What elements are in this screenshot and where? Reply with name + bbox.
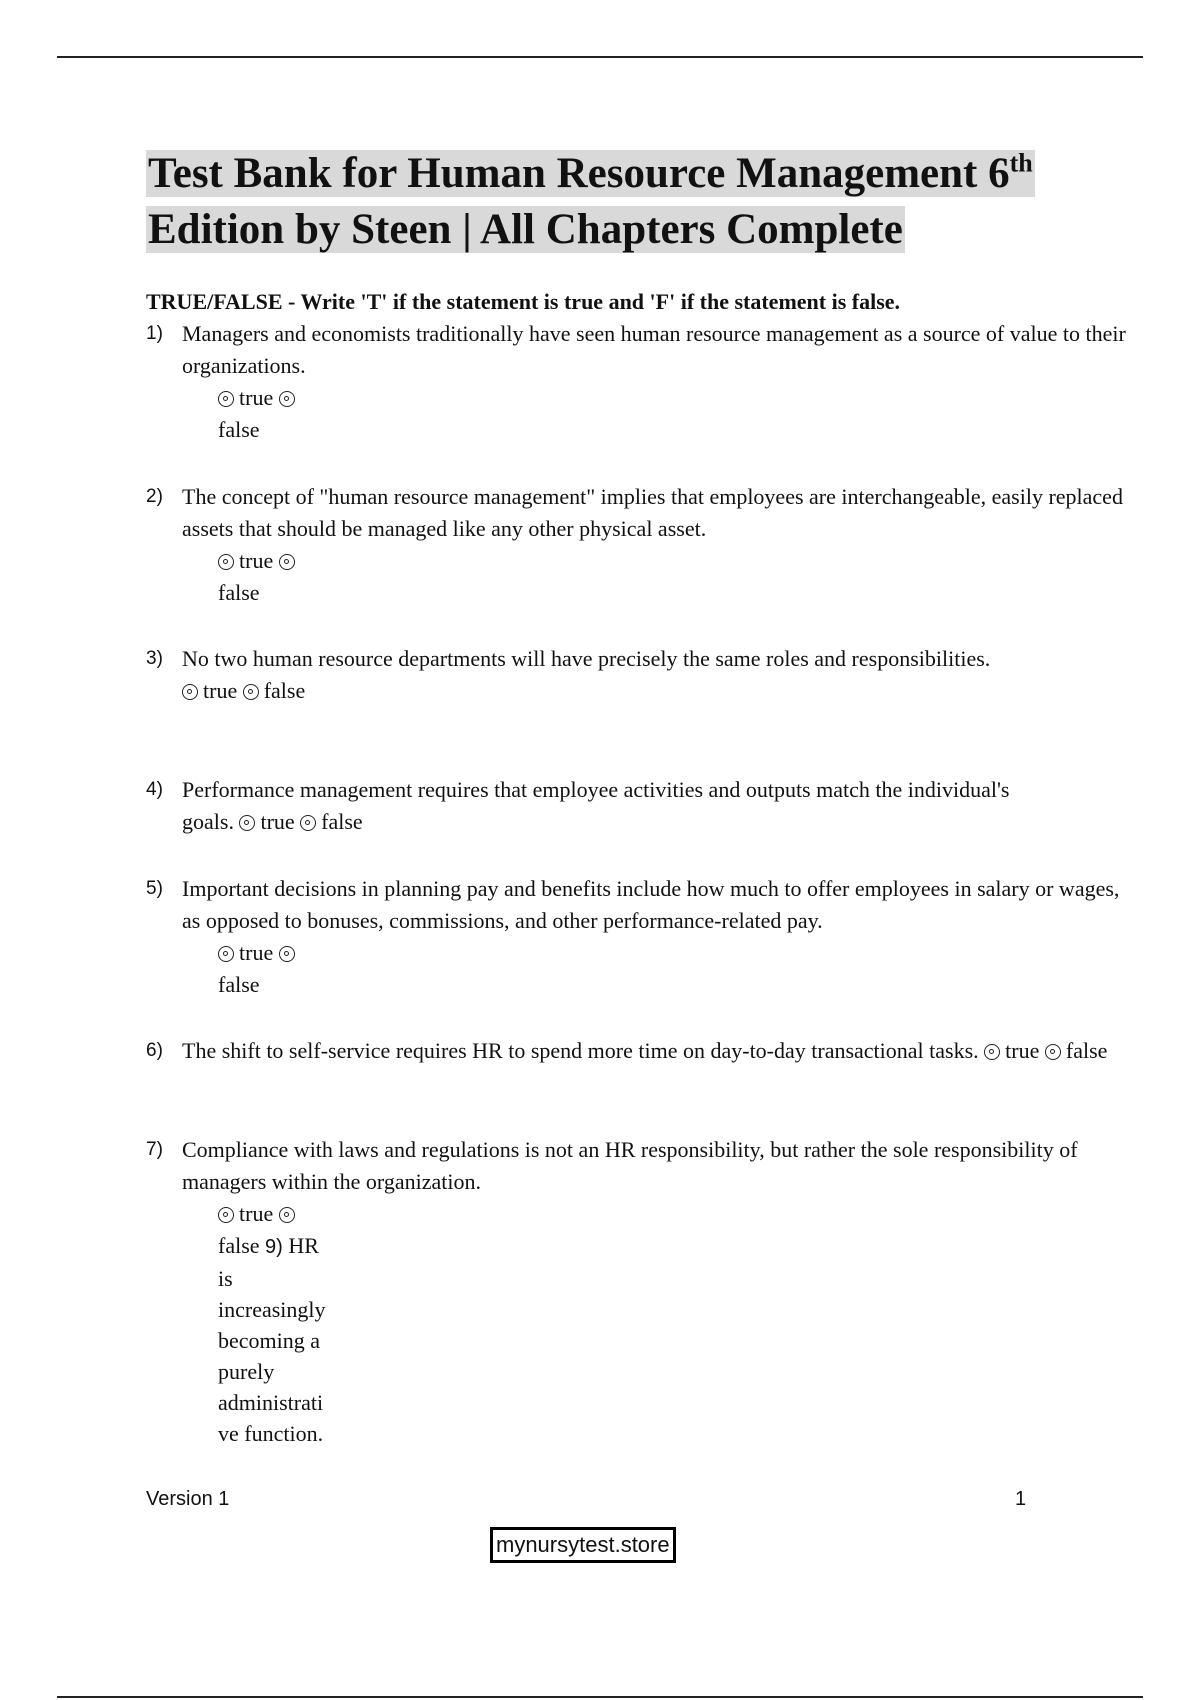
answer-options: true false	[182, 675, 1132, 707]
radio-icon[interactable]	[218, 554, 234, 570]
radio-icon[interactable]	[279, 391, 295, 407]
radio-icon[interactable]	[218, 1207, 234, 1223]
answer-options: true false	[218, 382, 1132, 446]
question-number: 4)	[146, 779, 163, 800]
radio-icon[interactable]	[218, 946, 234, 962]
page-number: 1	[1015, 1488, 1027, 1510]
radio-icon[interactable]	[279, 554, 295, 570]
document-title: Test Bank for Human Resource Management 6th Edition by Steen | All Chapters Complete	[148, 148, 1033, 253]
question-6	[146, 1035, 1112, 1067]
question-number: 9)	[265, 1236, 283, 1258]
instructions: TRUE/FALSE - Write 'T' if the statement is true and 'F' if the statement is false.	[146, 289, 901, 314]
question-text: The concept of "human resource management" implies that employees are interchangeable, easily replaced assets that should be managed like any other physical asset.	[182, 484, 1123, 541]
question-1	[146, 318, 1132, 446]
watermark-link[interactable]: mynursytest.store	[490, 1527, 676, 1563]
radio-icon[interactable]	[218, 391, 234, 407]
radio-icon[interactable]	[279, 1207, 295, 1223]
question-7	[146, 1134, 1132, 1449]
question-3	[146, 643, 1132, 707]
radio-icon[interactable]	[243, 684, 259, 700]
footer-version: Version 1	[146, 1488, 230, 1510]
question-number: 5)	[146, 878, 163, 899]
radio-icon[interactable]	[300, 815, 316, 831]
question-text: Performance management requires that employee activities and outputs match the individual's goals. true false	[182, 777, 1010, 834]
question-2	[146, 481, 1132, 609]
question-9-overflow: false 9) HR is increasingly becoming a purely administrati ve function.	[218, 1233, 326, 1446]
question-number: 7)	[146, 1139, 163, 1160]
answer-options: true false	[218, 545, 1132, 609]
question-text: Compliance with laws and regulations is not an HR responsibility, but rather the sole responsibility of managers within the organization.	[182, 1137, 1078, 1194]
radio-icon[interactable]	[279, 946, 295, 962]
radio-icon[interactable]	[984, 1044, 1000, 1060]
question-text: Managers and economists traditionally have seen human resource management as a source of value to their organizations.	[182, 321, 1126, 378]
radio-icon[interactable]	[1045, 1044, 1061, 1060]
bottom-rule	[57, 1696, 1143, 1698]
question-text: Important decisions in planning pay and benefits include how much to offer employees in salary or wages, as opposed to bonuses, commissions, and other performance-related pay.	[182, 876, 1120, 933]
question-5	[146, 873, 1132, 1001]
question-number: 1)	[146, 323, 163, 344]
question-text: No two human resource departments will have precisely the same roles and responsibilities.	[182, 646, 991, 671]
radio-icon[interactable]	[239, 815, 255, 831]
question-text: The shift to self-service requires HR to spend more time on day-to-day transactional tasks. true false	[182, 1038, 1108, 1063]
question-number: 3)	[146, 648, 163, 669]
answer-options: true	[218, 1198, 1132, 1230]
top-rule	[57, 56, 1143, 58]
radio-icon[interactable]	[182, 684, 198, 700]
question-number: 6)	[146, 1040, 163, 1061]
question-number: 2)	[146, 486, 163, 507]
question-4	[146, 774, 1012, 838]
answer-options: true false	[218, 937, 1132, 1001]
